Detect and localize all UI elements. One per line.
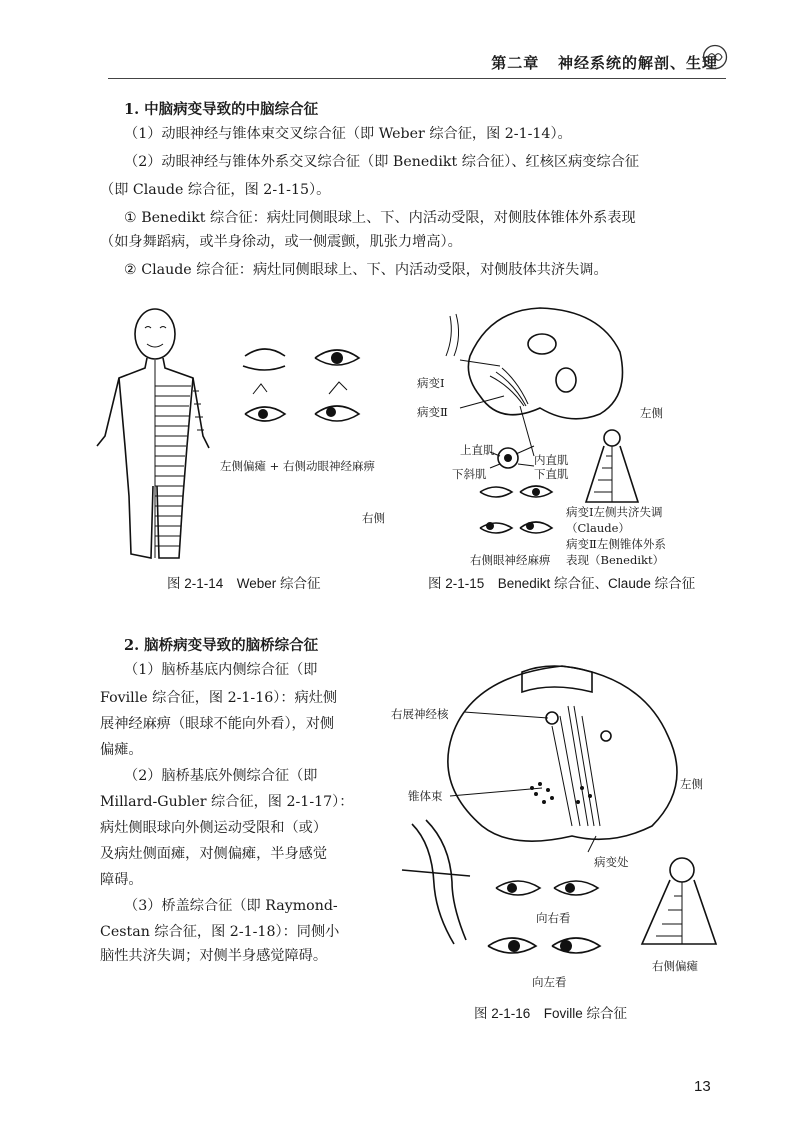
running-header bbox=[491, 52, 718, 73]
superior-rectus-label: 上直肌 bbox=[460, 443, 495, 457]
abducens-nucleus-label: 右展神经核 bbox=[391, 707, 449, 721]
page-number: 13 bbox=[694, 1078, 711, 1095]
lesion-site-label: 病变处 bbox=[594, 855, 629, 869]
fig16-left-side-label: 左侧 bbox=[680, 777, 703, 791]
paragraph-benedikt-2: （如身舞蹈病，或半身徐动，或一侧震颤，肌张力增高）。 bbox=[100, 234, 462, 250]
pons-section-icon bbox=[448, 666, 677, 841]
benedikt-claude-figure-illustration bbox=[430, 296, 690, 566]
chapter-title: 神经系统的解剖、生理 bbox=[557, 54, 718, 72]
eye-muscle-diagram-icon bbox=[490, 446, 534, 468]
pons-text-line-8: 及病灶侧面瘫，对侧偏瘫，半身感觉 bbox=[100, 846, 328, 862]
eye-sketches-icon bbox=[243, 349, 359, 421]
brainstem-profile-icon bbox=[402, 820, 470, 944]
pons-text-line-5: （2）脑桥基底外侧综合征（即 bbox=[124, 768, 318, 784]
fig15-left-side-label: 左侧 bbox=[640, 406, 663, 420]
pons-text-line-3: 展神经麻痹（眼球不能向外看），对侧 bbox=[100, 716, 335, 732]
pons-text-line-9: 障碍。 bbox=[100, 872, 143, 888]
note-benedikt-2: 表现（Benedikt） bbox=[566, 553, 665, 567]
paragraph-claude: ② Claude 综合征：病灶同侧眼球上、下、内活动受限，对侧肢体共济失调。 bbox=[124, 262, 608, 278]
book-emblem-icon bbox=[702, 44, 728, 70]
look-left-label: 向左看 bbox=[532, 975, 567, 989]
weber-right-side-label: 右侧 bbox=[362, 511, 385, 525]
lesion-1-label: 病变Ⅰ bbox=[417, 376, 445, 390]
body-outline-icon bbox=[97, 309, 209, 558]
inferior-rectus-label: 下直肌 bbox=[534, 467, 569, 481]
pons-text-line-6: Millard-Gubler 综合征，图 2-1-17）： bbox=[100, 794, 354, 810]
pons-text-line-2: Foville 综合征，图 2-1-16）：病灶侧 bbox=[100, 690, 338, 706]
figure-14-caption: 图 2-1-14 Weber 综合征 bbox=[167, 576, 321, 591]
pons-text-line-7: 病灶侧眼球向外侧运动受限和（或） bbox=[100, 820, 328, 836]
weber-paralysis-label: 左侧偏瘫 + 右侧动眼神经麻痹 bbox=[220, 459, 375, 473]
chapter-number: 第二章 bbox=[491, 54, 540, 72]
cone-limb-icon bbox=[586, 430, 638, 502]
note-claude-1: 病变Ⅰ左侧共济失调 bbox=[566, 505, 663, 519]
midbrain-section-icon bbox=[468, 308, 622, 419]
note-claude-2: （Claude） bbox=[566, 521, 630, 535]
lesion-2-label: 病变Ⅱ bbox=[417, 405, 448, 419]
figure-15-caption: 图 2-1-15 Benedikt 综合征、Claude 综合征 bbox=[428, 576, 696, 591]
weber-figure-illustration bbox=[85, 296, 405, 566]
header-rule bbox=[108, 78, 726, 79]
cone-limb-icon bbox=[642, 858, 716, 944]
section-1-title: 1. 中脑病变导致的中脑综合征 bbox=[124, 101, 319, 118]
hemiplegia-stripes bbox=[155, 360, 204, 558]
pons-text-line-4: 偏瘫。 bbox=[100, 742, 143, 758]
paragraph-benedikt-claude-1: （2）动眼神经与锥体外系交叉综合征（即 Benedikt 综合征）、红核区病变综合征 bbox=[124, 154, 640, 170]
pons-text-line-12: 脑性共济失调；对侧半身感觉障碍。 bbox=[100, 948, 328, 964]
medial-rectus-label: 内直肌 bbox=[534, 453, 569, 467]
paragraph-weber: （1）动眼神经与锥体束交叉综合征（即 Weber 综合征，图 2-1-14）。 bbox=[124, 126, 572, 142]
paragraph-benedikt-claude-2: （即 Claude 综合征，图 2-1-15）。 bbox=[100, 182, 331, 198]
pons-text-line-1: （1）脑桥基底内侧综合征（即 bbox=[124, 662, 318, 678]
section-2-title: 2. 脑桥病变导致的脑桥综合征 bbox=[124, 637, 319, 654]
right-oculomotor-label: 右侧眼神经麻痹 bbox=[470, 553, 551, 567]
pons-text-line-10: （3）桥盖综合征（即 Raymond- bbox=[124, 898, 338, 914]
inferior-oblique-label: 下斜肌 bbox=[452, 467, 487, 481]
figure-16-caption: 图 2-1-16 Foville 综合征 bbox=[474, 1006, 628, 1021]
eye-sketches-icon bbox=[480, 486, 552, 533]
right-hemiplegia-label: 右侧偏瘫 bbox=[652, 959, 698, 973]
pyramidal-tract-label: 锥体束 bbox=[408, 789, 443, 803]
note-benedikt-1: 病变Ⅱ左侧锥体外系 bbox=[566, 537, 666, 551]
paragraph-benedikt-1: ① Benedikt 综合征：病灶同侧眼球上、下、内活动受限，对侧肢体锥体外系表现 bbox=[124, 210, 636, 226]
pons-text-line-11: Cestan 综合征，图 2-1-18）：同侧小 bbox=[100, 924, 340, 940]
look-right-label: 向右看 bbox=[536, 911, 571, 925]
